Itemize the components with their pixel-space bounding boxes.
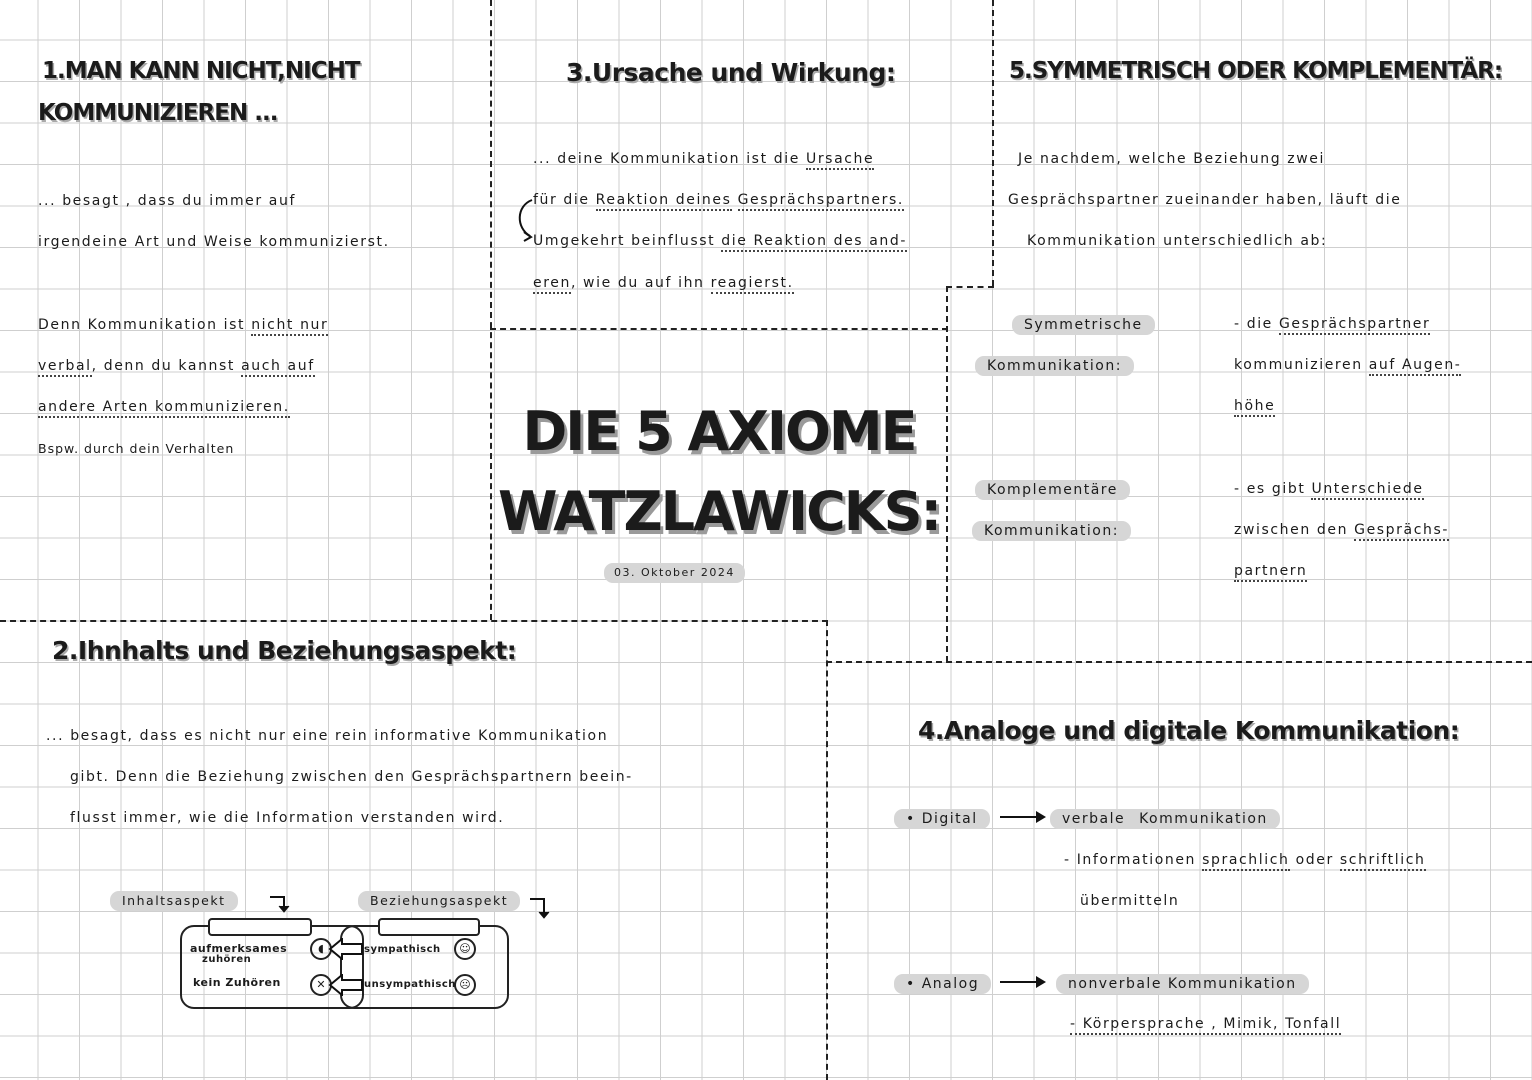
underlined-term: die Reaktion des and- bbox=[721, 233, 907, 252]
arrow-right-icon-head bbox=[1036, 811, 1046, 823]
underlined-term: verbal bbox=[38, 358, 92, 377]
page-title-line1: DIE 5 AXIOME bbox=[522, 400, 916, 463]
diagram-text: aufmerksames bbox=[190, 942, 288, 955]
digital-sub-line bbox=[1064, 851, 1426, 869]
axiom-3-text-line bbox=[533, 191, 904, 209]
underlined-term: schriftlich bbox=[1340, 852, 1426, 871]
axiom-1-heading-line1: 1.MAN KANN NICHT,NICHT bbox=[42, 58, 360, 84]
divider-v-bottom bbox=[826, 620, 828, 1080]
relationship-aspect-box bbox=[340, 925, 509, 1009]
underlined-term: Ursache bbox=[806, 151, 874, 170]
axiom-2-text-line: flusst immer, wie die Information verstanden wird. bbox=[70, 810, 505, 826]
axiom-5-intro-line: Kommunikation unterschiedlich ab: bbox=[1027, 233, 1328, 249]
complementary-label: Komplementäre bbox=[975, 480, 1130, 500]
symmetric-text-line bbox=[1234, 397, 1275, 415]
diagram-text: sympathisch bbox=[364, 944, 441, 955]
axiom-3-heading: 3.Ursache und Wirkung: bbox=[566, 58, 896, 87]
curved-arrow-icon bbox=[512, 196, 536, 244]
underlined-term: Gesprächspartner bbox=[1279, 316, 1430, 335]
arrow-right-icon-head bbox=[1036, 976, 1046, 988]
content-aspect-box-tab bbox=[208, 918, 312, 936]
hook-arrow-icon bbox=[268, 893, 292, 915]
relationship-aspect-label: Beziehungsaspekt bbox=[358, 891, 520, 911]
symmetric-label: Symmetrische bbox=[1012, 315, 1155, 335]
ear-icon: ◖ bbox=[310, 938, 332, 960]
content-aspect-label: Inhaltsaspekt bbox=[110, 891, 238, 911]
complementary-text-line bbox=[1234, 521, 1449, 539]
analog-sub-line bbox=[1070, 1015, 1341, 1033]
divider-h-title-top bbox=[490, 328, 948, 330]
underlined-term: partnern bbox=[1234, 563, 1307, 582]
complementary-label: Kommunikation: bbox=[972, 521, 1131, 541]
underlined-term: Unterschiede bbox=[1311, 481, 1423, 500]
analog-target: nonverbale Kommunikation bbox=[1056, 974, 1309, 994]
underlined-term: Gesprächspartners. bbox=[738, 192, 904, 211]
axiom-5-intro-line: Je nachdem, welche Beziehung zwei bbox=[1018, 151, 1325, 167]
complementary-text-line bbox=[1234, 562, 1307, 580]
page-title-line2: WATZLAWICKS: bbox=[497, 480, 941, 543]
underlined-term: auf Augen- bbox=[1369, 357, 1462, 376]
text-fragment: - es gibt bbox=[1234, 481, 1306, 497]
underlined-term: höhe bbox=[1234, 398, 1275, 417]
underlined-term: eren bbox=[533, 275, 571, 294]
happy-face-icon: ☺ bbox=[454, 938, 476, 960]
text-fragment: - die bbox=[1234, 316, 1273, 332]
text-fragment: kommunizieren bbox=[1234, 357, 1363, 373]
symmetric-label: Kommunikation: bbox=[975, 356, 1134, 376]
complementary-text-line bbox=[1234, 480, 1424, 498]
text-fragment: Umgekehrt beinflusst bbox=[533, 233, 716, 249]
divider-h-step bbox=[946, 286, 994, 288]
axiom-1-text-line bbox=[38, 316, 328, 334]
digital-sub-line: übermitteln bbox=[1080, 893, 1180, 909]
text-fragment: - Informationen bbox=[1064, 852, 1197, 868]
diagram-text: zuhören bbox=[202, 954, 252, 965]
underlined-term: sprachlich bbox=[1202, 852, 1289, 871]
text-fragment: Denn Kommunikation ist bbox=[38, 317, 246, 333]
axiom-5-intro-line: Gesprächspartner zueinander haben, läuft die bbox=[1008, 192, 1402, 208]
axiom-2-text-line: ... besagt, dass es nicht nur eine rein informative Kommunikation bbox=[46, 728, 609, 744]
text-fragment: ... deine Kommunikation ist die bbox=[533, 151, 800, 167]
unhappy-face-icon: ☹ bbox=[454, 974, 476, 996]
axiom-3-text-line bbox=[533, 232, 907, 250]
diagram-text: unsympathisch bbox=[364, 979, 456, 990]
underlined-term: Gesprächs- bbox=[1354, 522, 1449, 541]
text-fragment: , wie du auf ihn bbox=[570, 275, 705, 291]
underlined-term: andere Arten kommunizieren. bbox=[38, 399, 290, 418]
hook-arrow-icon bbox=[528, 895, 552, 921]
divider-h-mid-left bbox=[0, 620, 828, 622]
divider-v-top-right bbox=[992, 0, 994, 286]
text-fragment: zwischen den bbox=[1234, 522, 1349, 538]
axiom-3-text-line bbox=[533, 150, 874, 168]
axiom-1-example: Bspw. durch dein Verhalten bbox=[38, 441, 235, 456]
underlined-term: Reaktion deines bbox=[596, 192, 732, 211]
axiom-5-heading: 5.SYMMETRISCH ODER KOMPLEMENTÄR: bbox=[1009, 58, 1503, 84]
crossed-ear-icon: ✕ bbox=[310, 974, 332, 996]
underlined-term: reagierst. bbox=[711, 275, 794, 294]
axiom-1-text-line: ... besagt , dass du immer auf bbox=[38, 193, 296, 209]
symmetric-text-line bbox=[1234, 315, 1430, 333]
diagram-text: kein Zuhören bbox=[193, 976, 281, 989]
underlined-term: - Körpersprache , Mimik, Tonfall bbox=[1070, 1016, 1341, 1035]
relationship-aspect-box-tab bbox=[378, 918, 480, 936]
divider-h-mid-right bbox=[826, 661, 1532, 663]
axiom-3-text-line bbox=[533, 274, 794, 292]
arrow-right-icon bbox=[1000, 816, 1036, 818]
arrow-left-icon bbox=[328, 938, 364, 960]
date-badge: 03. Oktober 2024 bbox=[604, 563, 745, 583]
arrow-right-icon bbox=[1000, 981, 1036, 983]
symmetric-text-line bbox=[1234, 356, 1461, 374]
axiom-4-heading: 4.Analoge und digitale Kommunikation: bbox=[918, 716, 1460, 745]
digital-target: verbale Kommunikation bbox=[1050, 809, 1280, 829]
text-fragment: oder bbox=[1295, 852, 1334, 868]
axiom-1-text-line bbox=[38, 398, 290, 416]
axiom-1-text-line: irgendeine Art und Weise kommunizierst. bbox=[38, 234, 390, 250]
underlined-term: auch auf bbox=[241, 358, 315, 377]
underlined-term: nicht nur bbox=[251, 317, 328, 336]
digital-label: • Digital bbox=[894, 809, 990, 829]
axiom-2-text-line: gibt. Denn die Beziehung zwischen den Gesprächspartnern beein- bbox=[70, 769, 633, 785]
axiom-1-heading-line2: KOMMUNIZIEREN ... bbox=[38, 100, 278, 126]
axiom-1-text-line bbox=[38, 357, 315, 375]
text-fragment: für die bbox=[533, 192, 590, 208]
text-fragment: , denn du kannst bbox=[91, 358, 236, 374]
axiom-2-heading: 2.Ihnhalts und Beziehungsaspekt: bbox=[52, 636, 517, 665]
arrow-left-icon bbox=[328, 974, 364, 996]
analog-label: • Analog bbox=[894, 974, 991, 994]
